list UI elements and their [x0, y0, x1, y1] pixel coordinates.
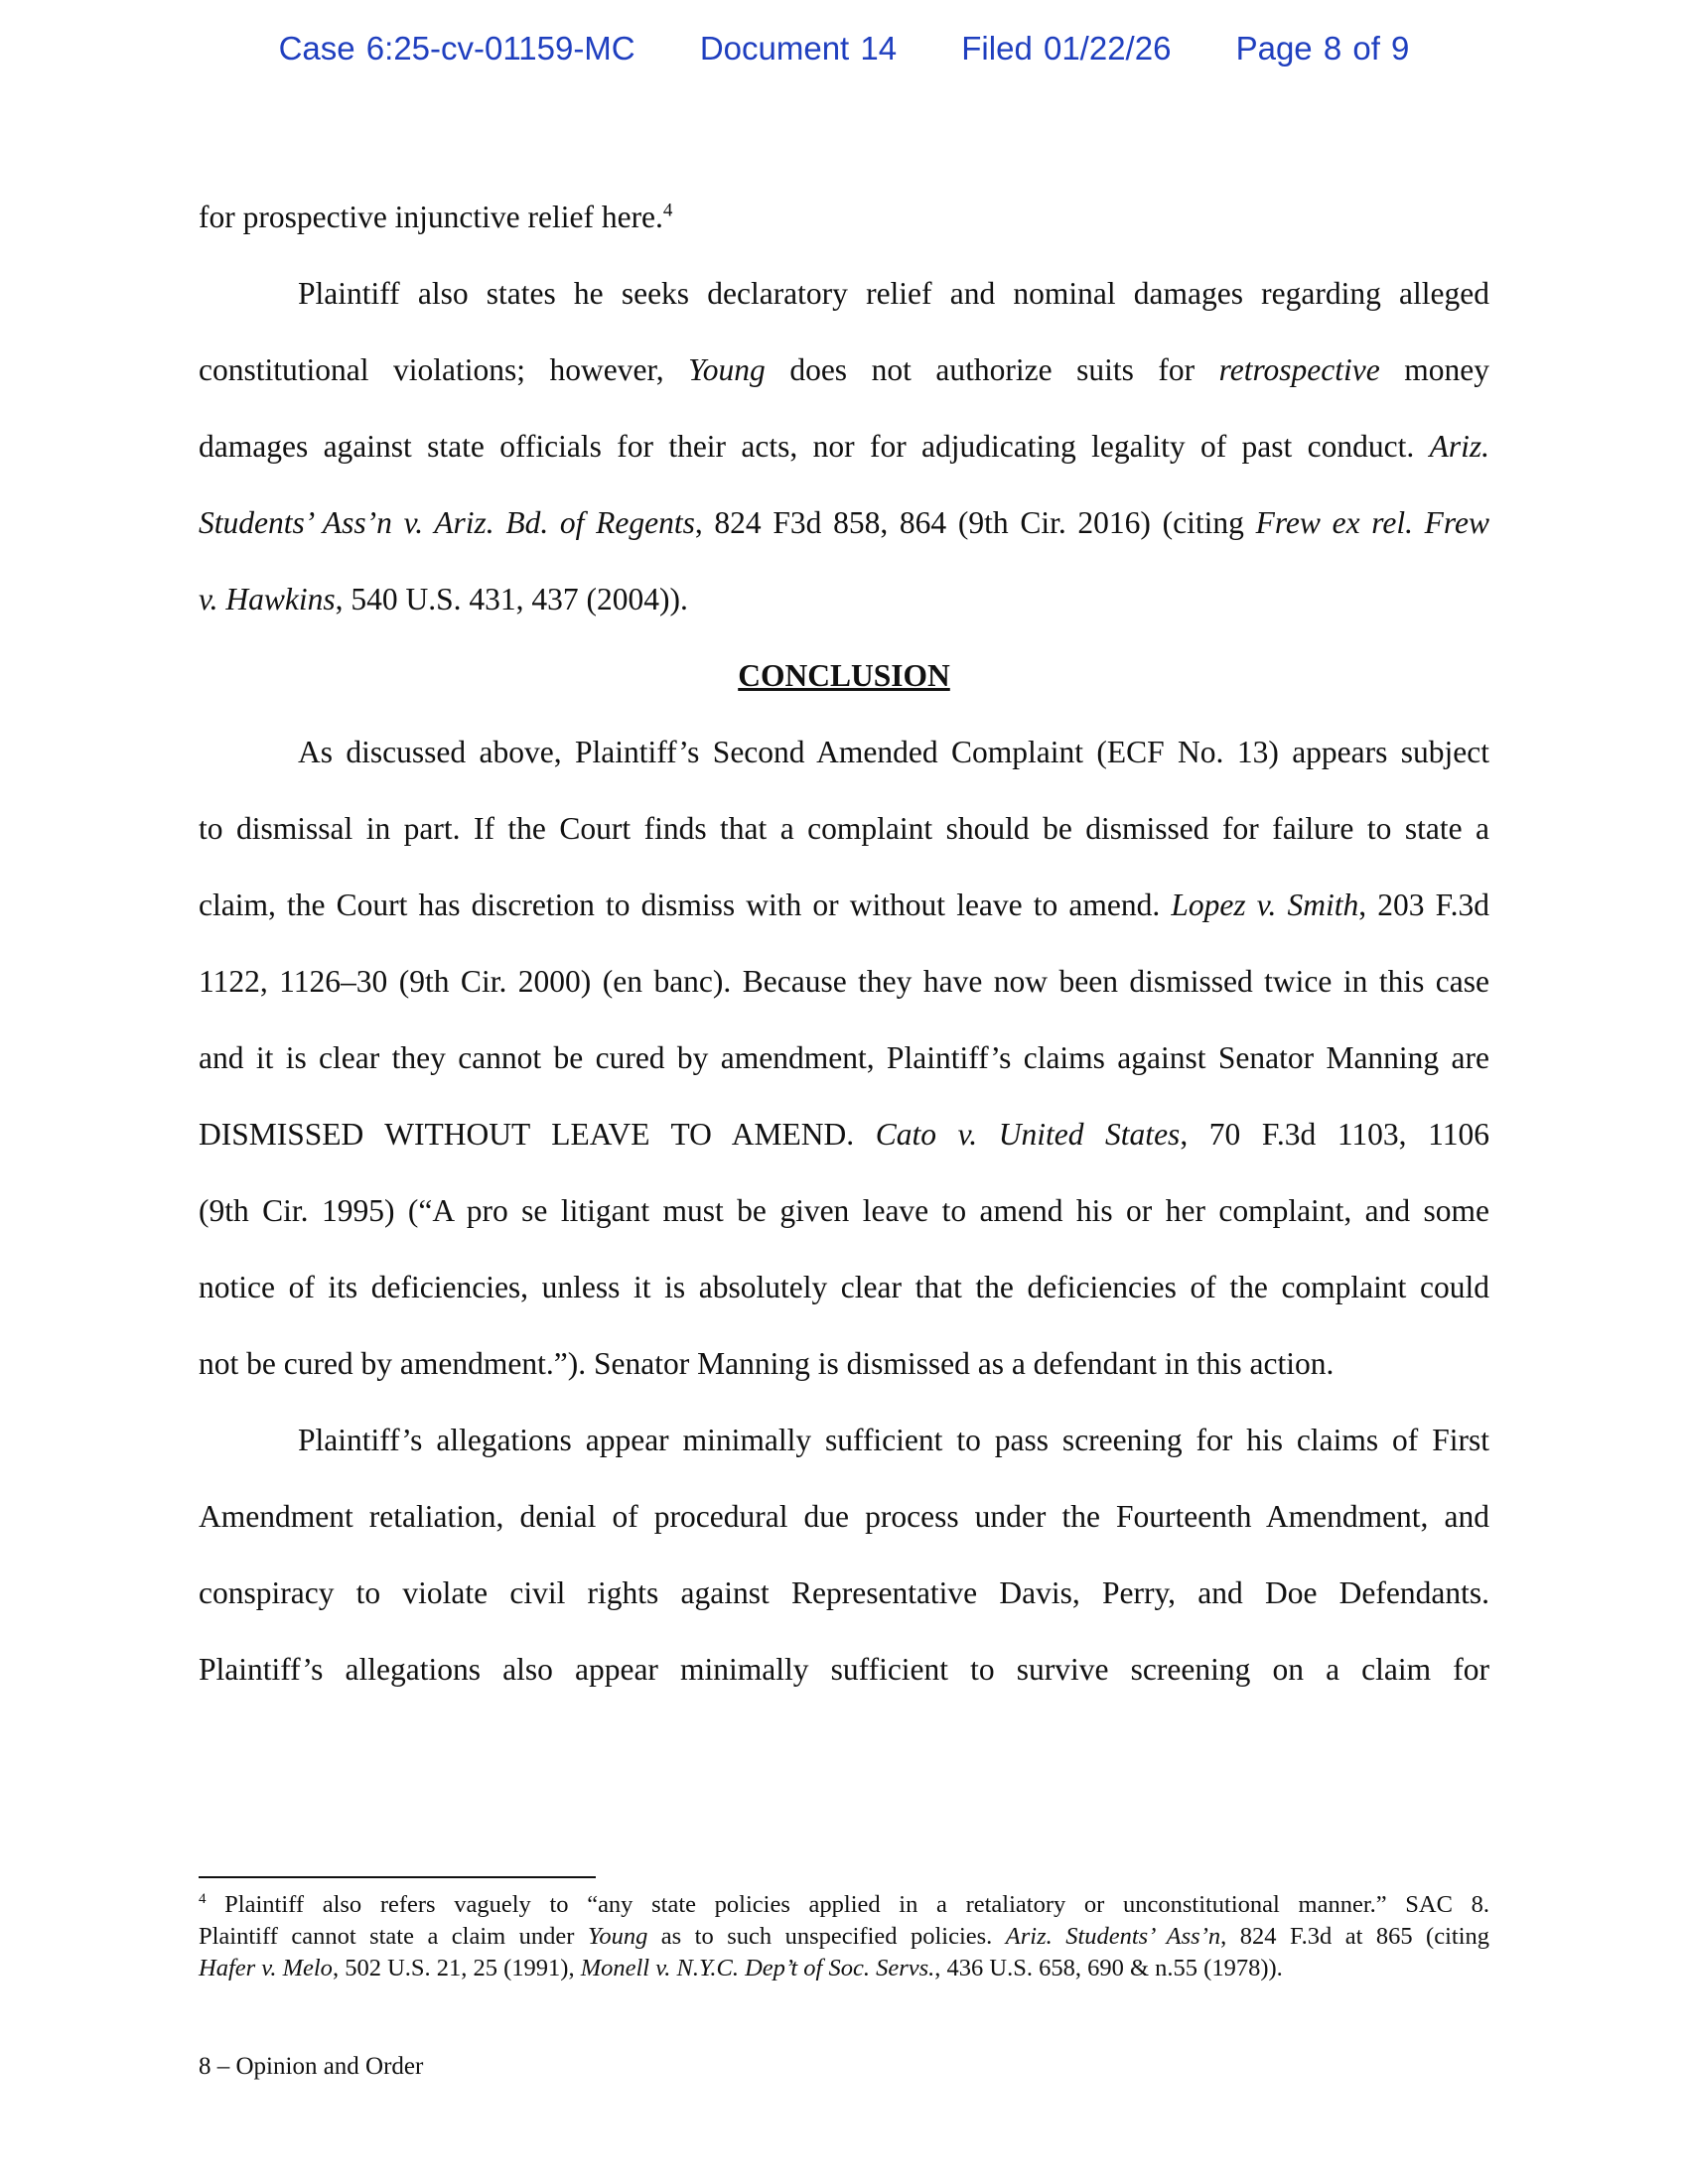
footnote-line: Hafer v. Melo, 502 U.S. 21, 25 (1991), Monell v. N.Y.C. Dep’t of Soc. Servs., 436 U.S. 658, 690 & n.55 (1978)). [199, 1955, 1283, 1981]
footnote-line: Plaintiff cannot state a claim under Young as to such unspecified policies. Ariz. Students’ Ass’n, 824 F.3d at 865 (citing [199, 1923, 1490, 1950]
text-line: not be cured by amendment.”). Senator Manning is dismissed as a defendant in this action. [199, 1346, 1335, 1381]
footnote-line: $^4$ Plaintiff also refers vaguely to “any state policies applied in a retaliatory or unconstitutional manner.” SAC 8. [199, 1890, 1489, 1918]
body-text [199, 179, 1489, 1707]
text-line: damages against state officials for their acts, nor for adjudicating legality of past conduct. Ariz. [199, 429, 1490, 464]
footnote-divider [199, 1876, 596, 1878]
text-line: Plaintiff’s allegations also appear minimally sufficient to survive screening on a claim for [199, 1652, 1489, 1687]
page-indicator: Page 8 of 9 [1235, 30, 1410, 67]
text-line: and it is clear they cannot be cured by amendment, Plaintiff’s claims against Senator Manning are [199, 1040, 1489, 1075]
text-line: to dismissal in part. If the Court finds that a complaint should be dismissed for failure to state a [199, 811, 1489, 846]
text-line: Amendment retaliation, denial of procedural due process under the Fourteenth Amendment, and [199, 1499, 1489, 1534]
text-line: Plaintiff also states he seeks declaratory relief and nominal damages regarding alleged [298, 276, 1489, 311]
footnote [199, 1889, 1489, 1984]
text-line: DISMISSED WITHOUT LEAVE TO AMEND. Cato v. United States, 70 F.3d 1103, 1106 [199, 1117, 1489, 1152]
text-line: constitutional violations; however, Young does not authorize suits for retrospective money [199, 352, 1490, 387]
footnote-number: 4 [199, 1890, 207, 1907]
footnote-ref: 4 [662, 200, 673, 221]
text-line: As discussed above, Plaintiff’s Second Amended Complaint (ECF No. 13) appears subject [298, 735, 1489, 769]
text-line: for prospective injunctive relief here.$^4$ [199, 200, 673, 234]
case-number: Case 6:25-cv-01159-MC [278, 30, 635, 67]
text-line: notice of its deficiencies, unless it is absolutely clear that the deficiencies of the complaint could [199, 1270, 1489, 1304]
text-line: 1122, 1126–30 (9th Cir. 2000) (en banc). Because they have now been dismissed twice in this case [199, 964, 1489, 999]
text-line: v. Hawkins, 540 U.S. 431, 437 (2004)). [199, 582, 688, 616]
text-line: claim, the Court has discretion to dismiss with or without leave to amend. Lopez v. Smith, 203 F.3d [199, 887, 1489, 922]
text-line: Students’ Ass’n v. Ariz. Bd. of Regents, 824 F3d 858, 864 (9th Cir. 2016) (citing Frew ex rel. Frew [199, 505, 1490, 540]
filed-date: Filed 01/22/26 [961, 30, 1172, 67]
text-line: conspiracy to violate civil rights against Representative Davis, Perry, and Doe Defendants. [199, 1575, 1489, 1610]
text-line: Plaintiff’s allegations appear minimally sufficient to pass screening for his claims of First [298, 1423, 1489, 1457]
section-heading: CONCLUSION [738, 658, 950, 693]
text-line: (9th Cir. 1995) (“A pro se litigant must be given leave to amend his or her complaint, and some [199, 1193, 1489, 1228]
ecf-header [0, 30, 1688, 68]
document-number: Document 14 [699, 30, 898, 67]
page-footer: 8 – Opinion and Order [199, 2053, 424, 2080]
